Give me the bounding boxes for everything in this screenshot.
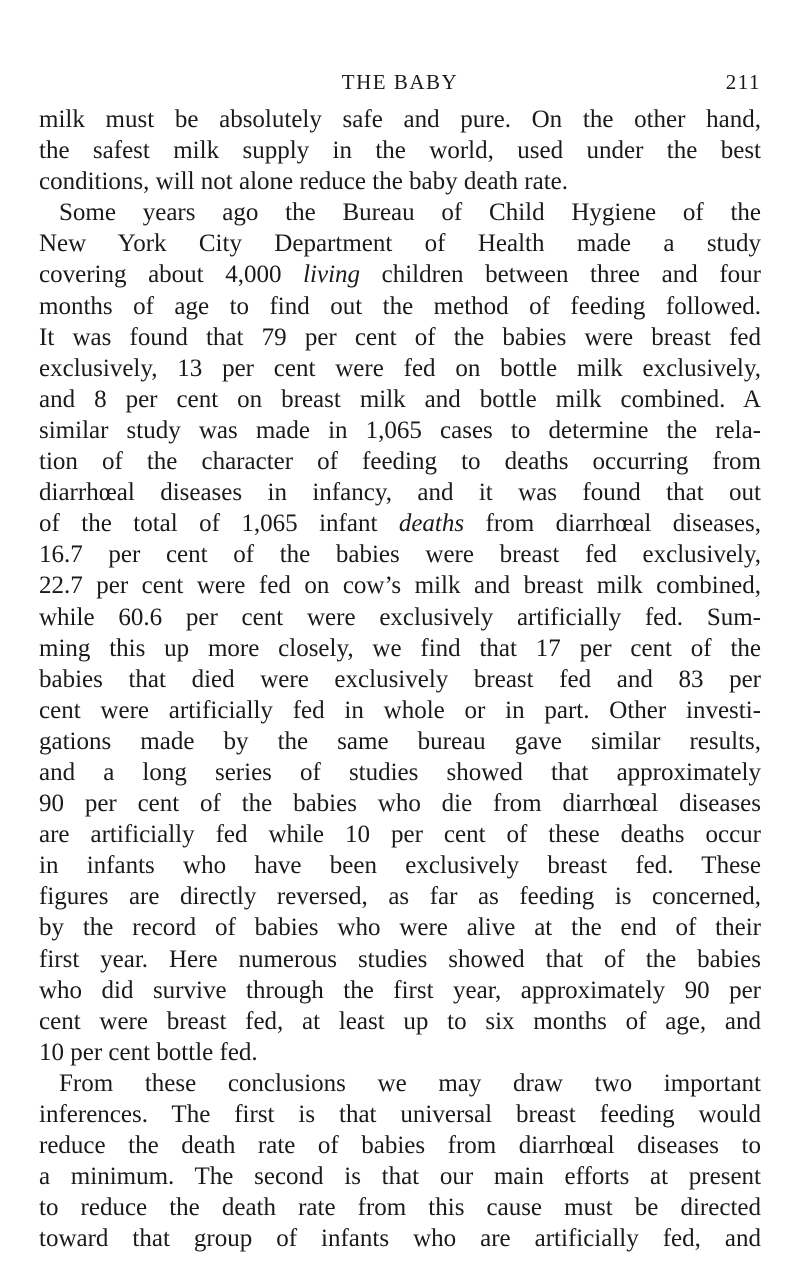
- running-head: [39, 0, 761, 104]
- page-number: 211: [725, 70, 761, 94]
- text-line: exclusively, 13 per cent were fed on bottle milk exclusively,: [39, 354, 761, 382]
- text-line: inferences. The first is that universal breast feeding would: [39, 1101, 761, 1128]
- text-line: while 60.6 per cent were exclusively artificially fed. Sum-: [39, 603, 761, 631]
- text-line: Some years ago the Bureau of Child Hygiene of the: [59, 199, 761, 227]
- text-line: 90 per cent of the babies who die from diarrhœal diseases: [39, 790, 761, 818]
- text-fragment: of the total of 1,065 infant: [39, 510, 399, 538]
- text-line: cent were artificially fed in whole or in part. Other investi-: [39, 696, 761, 724]
- text-line: figures are directly reversed, as far as feeding is concerned,: [39, 883, 761, 911]
- text-line: babies that died were exclusively breast fed and 83 per: [39, 665, 761, 693]
- text-line: to reduce the death rate from this cause must be directed: [39, 1194, 761, 1222]
- text-line: are artificially fed while 10 per cent of these deaths occur: [39, 821, 761, 849]
- text-line: first year. Here numerous studies showed that of the babies: [39, 945, 761, 973]
- text-line: similar study was made in 1,065 cases to determine the rela-: [39, 416, 761, 444]
- italic-word: living: [303, 261, 361, 289]
- text-line: From these conclusions we may draw two important: [59, 1069, 761, 1097]
- text-line: ming this up more closely, we find that 17 per cent of the: [39, 634, 761, 662]
- text-fragment: children between three and four: [360, 261, 761, 289]
- text-line: New York City Department of Health made a study: [39, 230, 761, 258]
- text-line: cent were breast fed, at least up to six months of age, and: [39, 1007, 761, 1035]
- text-line: tion of the character of feeding to deaths occurring from: [39, 448, 761, 476]
- book-page: [39, 0, 761, 1280]
- text-line: conditions, will not alone reduce the baby death rate.: [39, 168, 568, 196]
- text-line: who did survive through the first year, approximately 90 per: [39, 976, 761, 1004]
- text-line: 22.7 per cent were fed on cow’s milk and breast milk combined,: [39, 572, 761, 600]
- text-line: toward that group of infants who are artificially fed, and: [39, 1225, 761, 1253]
- text-fragment: covering about 4,000: [39, 261, 304, 289]
- italic-word: deaths: [398, 510, 465, 538]
- text-line: and 8 per cent on breast milk and bottle milk combined. A: [39, 385, 761, 413]
- text-fragment: from diarrhœal diseases,: [464, 510, 761, 538]
- text-line: 16.7 per cent of the babies were breast fed exclusively,: [39, 541, 761, 569]
- text-line: diarrhœal diseases in infancy, and it was found that out: [39, 479, 761, 507]
- text-line: the safest milk supply in the world, used under the best: [39, 137, 761, 165]
- text-line: in infants who have been exclusively breast fed. These: [39, 852, 761, 880]
- text-line: gations made by the same bureau gave similar results,: [39, 727, 761, 755]
- text-line: It was found that 79 per cent of the babies were breast fed: [39, 323, 761, 351]
- text-line: a minimum. The second is that our main efforts at present: [39, 1163, 761, 1191]
- text-line: by the record of babies who were alive at the end of their: [39, 914, 761, 942]
- text-line: 10 per cent bottle fed.: [39, 1038, 258, 1066]
- text-line: reduce the death rate of babies from diarrhœal diseases to: [39, 1132, 761, 1160]
- text-line: [39, 259, 761, 290]
- text-line: months of age to find out the method of feeding followed.: [39, 292, 761, 320]
- text-line: [39, 508, 761, 539]
- body-text: [39, 104, 761, 1254]
- running-head-title: THE BABY: [341, 70, 459, 94]
- text-line: milk must be absolutely safe and pure. On the other hand,: [39, 106, 761, 133]
- text-line: and a long series of studies showed that approximately: [39, 758, 761, 786]
